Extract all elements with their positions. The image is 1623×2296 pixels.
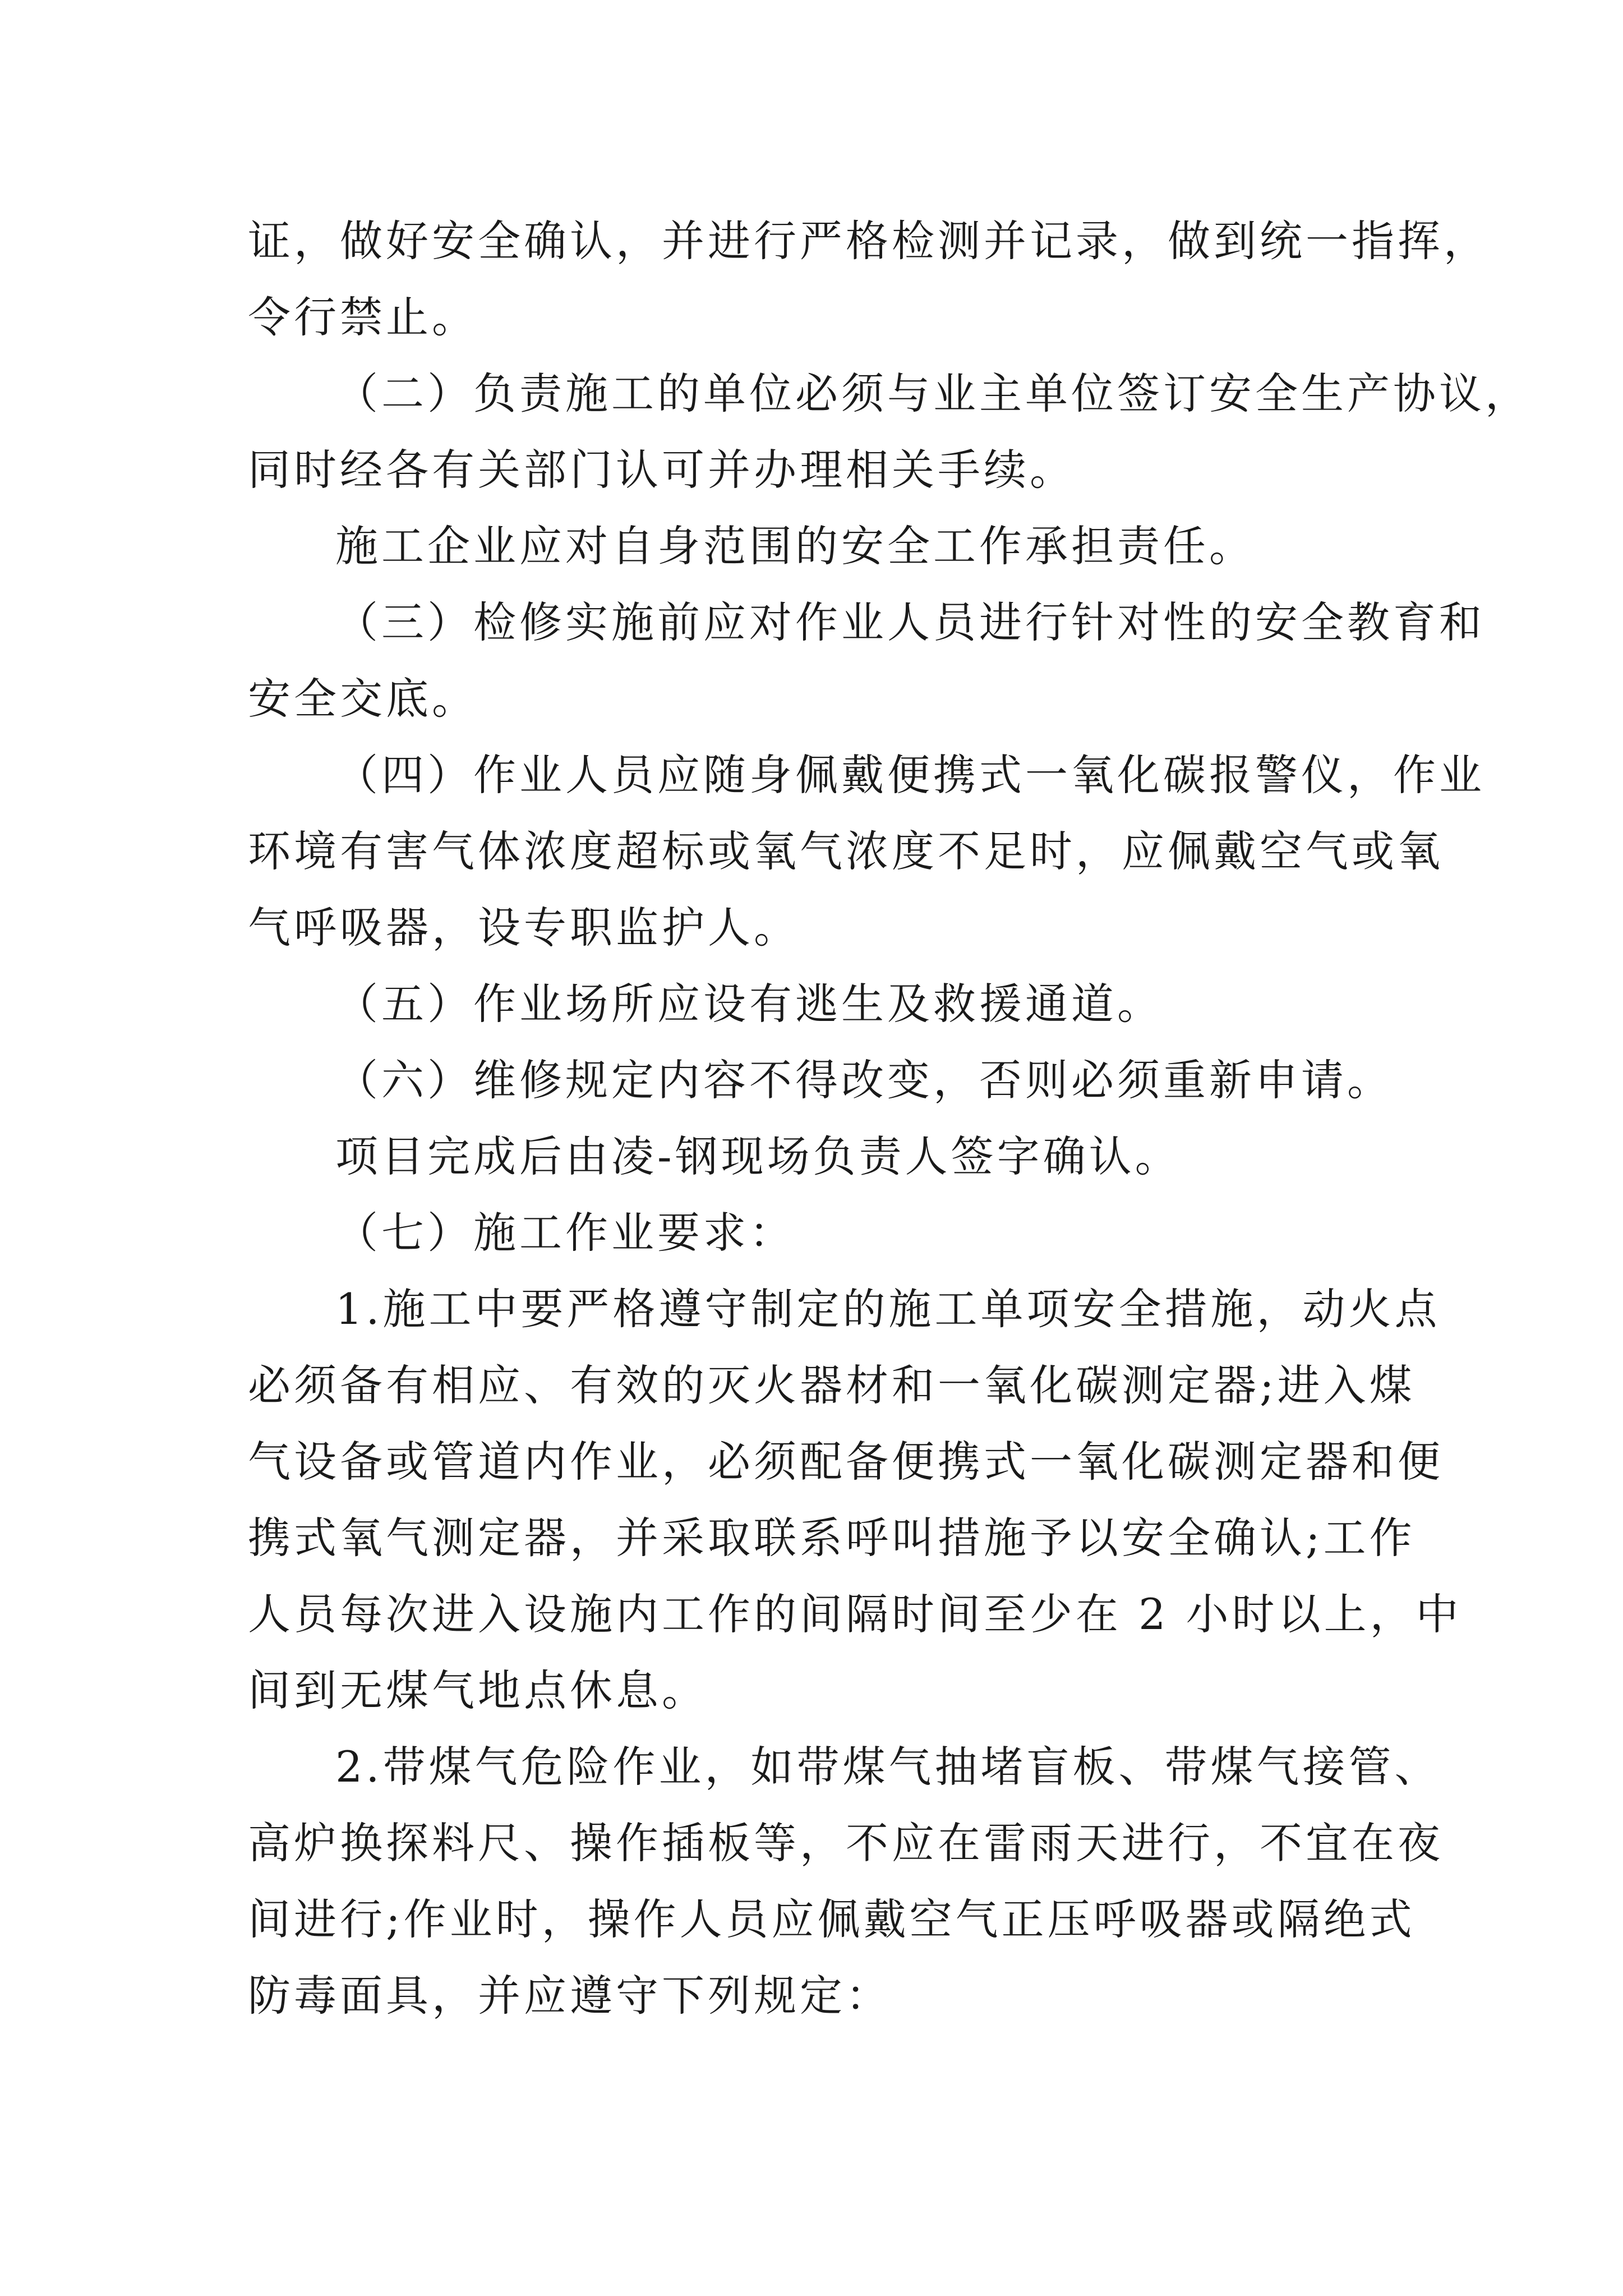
- section-heading-2: （二）负责施工的单位必须与业主单位签订安全生产协议，: [335, 369, 1531, 418]
- numbered-item-1: 1.施工中要严格遵守制定的施工单项安全措施，动火点: [335, 1284, 1441, 1334]
- section-heading-6: （六）维修规定内容不得改变，否则必须重新申请。: [335, 1055, 1393, 1105]
- body-line: 施工企业应对自身范围的安全工作承担责任。: [335, 521, 1255, 571]
- body-line: 防毒面具，并应遵守下列规定：: [248, 1971, 892, 2021]
- body-line: 气设备或管道内作业，必须配备便携式一氧化碳测定器和便: [248, 1437, 1444, 1487]
- body-line: 人员每次进入设施内工作的间隔时间至少在 2 小时以上，中: [248, 1589, 1462, 1639]
- section-heading-4: （四）作业人员应随身佩戴便携式一氧化碳报警仪，作业: [335, 750, 1485, 800]
- section-heading-7: （七）施工作业要求：: [335, 1208, 795, 1258]
- body-line: 证，做好安全确认，并进行严格检测并记录，做到统一指挥，: [248, 216, 1490, 266]
- body-line: 项目完成后由凌-钢现场负责人签字确认。: [335, 1131, 1181, 1181]
- numbered-item-2: 2.带煤气危险作业，如带煤气抽堵盲板、带煤气接管、: [335, 1742, 1441, 1792]
- body-line: 高炉换探料尺、操作插板等，不应在雷雨天进行，不宜在夜: [248, 1818, 1444, 1868]
- body-line: 令行禁止。: [248, 292, 478, 342]
- body-line: 携式氧气测定器，并采取联系呼叫措施予以安全确认;工作: [248, 1513, 1415, 1563]
- body-line: 同时经各有关部门认可并办理相关手续。: [248, 445, 1076, 495]
- body-line: 环境有害气体浓度超标或氧气浓度不足时，应佩戴空气或氧: [248, 826, 1444, 876]
- body-line: 间到无煤气地点休息。: [248, 1665, 708, 1715]
- body-line: 间进行;作业时，操作人员应佩戴空气正压呼吸器或隔绝式: [248, 1894, 1415, 1944]
- section-heading-3: （三）检修实施前应对作业人员进行针对性的安全教育和: [335, 597, 1485, 647]
- body-line: 安全交底。: [248, 674, 478, 724]
- body-line: 必须备有相应、有效的灭火器材和一氧化碳测定器;进入煤: [248, 1360, 1415, 1410]
- body-line: 气呼吸器，设专职监护人。: [248, 903, 800, 953]
- section-heading-5: （五）作业场所应设有逃生及救援通道。: [335, 979, 1163, 1029]
